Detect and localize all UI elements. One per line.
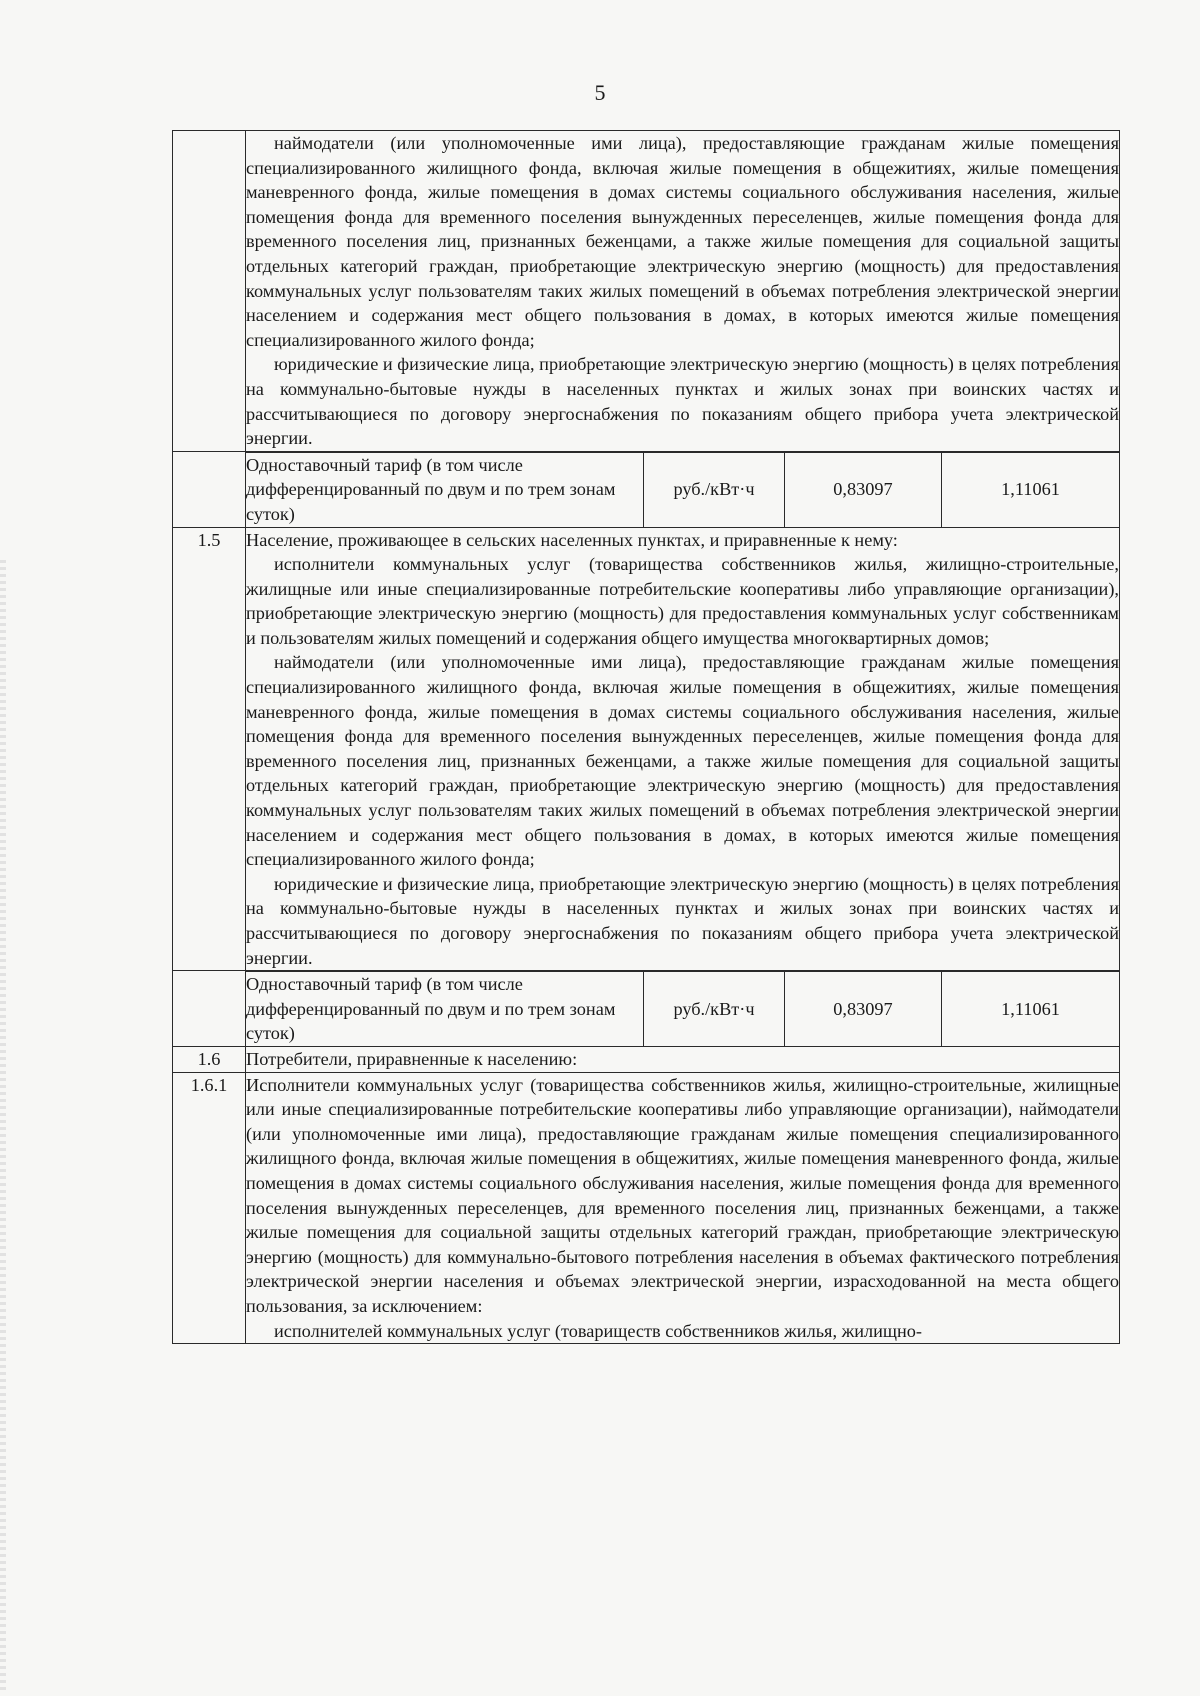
tariff-subtable [246,452,1119,527]
paragraph: наймодатели (или уполномоченные ими лица), предоставляющие гражданам жилые помещения специализированного жилищного фонда, включая жилые помещения в общежитиях, жилые помещения маневренного фонда, жилые помещения в домах системы социального обслуживания населения, жилые помещения фонда для временного поселения вынужденных переселенцев, жилые помещения фонда для временного поселения лиц, признанных беженцами, а также жилые помещения для социальной защиты отдельных категорий граждан, приобретающие электрическую энергию (мощность) для предоставления коммунальных услуг пользователям таких жилых помещений в объемах потребления электрической энергии населением и содержания мест общего пользования в домах, в которых имеются жилые помещения специализированного жилого фонда; [246,133,1119,350]
row-text [246,131,1119,451]
table-row [173,1046,1120,1072]
tariff-value-1: 0,83097 [785,452,942,526]
row-content [246,1072,1120,1344]
row-number [173,451,246,527]
row-text [246,1047,1119,1072]
row-text [246,528,1119,971]
row-content [246,527,1120,971]
tariff-value-1: 0,83097 [785,972,942,1046]
row-number: 1.6 [173,1046,246,1072]
section-heading: Население, проживающее в сельских населенных пунктах, и приравненные к нему: [246,529,898,550]
row-content [246,1046,1120,1072]
tariff-label: Одноставочный тариф (в том числе дифференцированный по двум и по трем зонам суток) [246,452,644,526]
tariff-cell [246,451,1120,527]
table-row [173,527,1120,971]
paragraph: исполнителей коммунальных услуг (товариществ собственников жилья, жилищно- [274,1320,923,1341]
table-row [173,131,1120,452]
table-row [173,1072,1120,1344]
row-number: 1.5 [173,527,246,971]
row-text [246,1073,1119,1344]
tariff-unit: руб./кВт·ч [644,452,785,526]
scan-edge-artifact [0,560,6,1690]
tariff-unit: руб./кВт·ч [644,972,785,1046]
row-content [246,131,1120,452]
tariff-cell [246,971,1120,1047]
tariff-subtable [246,971,1119,1046]
tariff-label: Одноставочный тариф (в том числе дифференцированный по двум и по трем зонам суток) [246,972,644,1046]
paragraph: юридические и физические лица, приобретающие электрическую энергию (мощность) в целях потребления на коммунально-бытовые нужды в населенных пунктах и жилых зонах при воинских частях и рассчитывающиеся по договору энергоснабжения по показаниям общего прибора учета электрической энергии. [246,354,1119,449]
table-row [173,971,1120,1047]
tariff-value-2: 1,11061 [942,972,1120,1046]
row-number [173,971,246,1047]
section-heading: Потребители, приравненные к населению: [246,1048,578,1069]
paragraph: наймодатели (или уполномоченные ими лица), предоставляющие гражданам жилые помещения специализированного жилищного фонда, включая жилые помещения в общежитиях, жилые помещения маневренного фонда, жилые помещения в домах системы социального обслуживания населения, жилые помещения фонда для временного поселения вынужденных переселенцев, жилые помещения фонда для временного поселения лиц, признанных беженцами, а также жилые помещения для социальной защиты отдельных категорий граждан, приобретающие электрическую энергию (мощность) для предоставления коммунальных услуг пользователям таких жилых помещений в объемах потребления электрической энергии населением и содержания мест общего пользования в домах, в которых имеются жилые помещения специализированного жилого фонда; [246,652,1119,870]
tariff-table [172,130,1120,1344]
paragraph: Исполнители коммунальных услуг (товарищества собственников жилья, жилищно-строительные, жилищные или иные специализированные потребительские кооперативы либо управляющие организации), наймодатели (или уполномоченные ими лица), предоставляющие гражданам жилые помещения специализированного жилищного фонда, включая жилые помещения в общежитиях, жилые помещения маневренного фонда, жилые помещения в домах системы социального обслуживания населения, жилые помещения фонда для временного поселения вынужденных переселенцев, для временного поселения лиц, признанных беженцами, а также жилые помещения для социальной защиты отдельных категорий граждан, приобретающие электрическую энергию (мощность) для коммунально-бытового потребления населения в объемах фактического потребления электрической энергии населения и объемах электрической энергии, израсходованной на места общего пользования, за исключением: [246,1074,1119,1316]
paragraph: юридические и физические лица, приобретающие электрическую энергию (мощность) в целях потребления на коммунально-бытовые нужды в населенных пунктах и жилых зонах при воинских частях и рассчитывающиеся по договору энергоснабжения по показаниям общего прибора учета электрической энергии. [246,873,1119,968]
table-row [173,451,1120,527]
row-number [173,131,246,452]
tariff-value-2: 1,11061 [942,452,1120,526]
page-number: 5 [594,80,606,105]
row-number: 1.6.1 [173,1072,246,1344]
paragraph: исполнители коммунальных услуг (товарищества собственников жилья, жилищно-строительные, жилищные или иные специализированные потребительские кооперативы либо управляющие организации), приобретающие электрическую энергию (мощность) для предоставления коммунальных услуг собственникам и пользователям жилых помещений и содержания общего имущества многоквартирных домов; [246,554,1119,648]
